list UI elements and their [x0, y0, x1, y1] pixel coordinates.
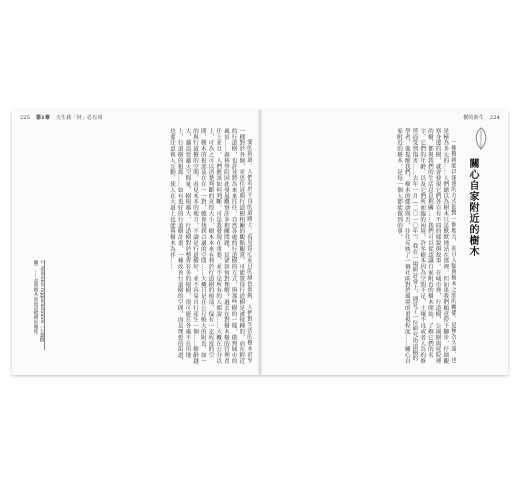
left-page-body: [48, 128, 252, 366]
right-page-number: 224: [489, 115, 500, 121]
footnote: 2. Aesculus hippocastanum（七葉樹屬）……說明樹木與街道樹種的關係。: [33, 260, 44, 343]
right-page: [260, 110, 508, 375]
left-page-header: [20, 114, 103, 121]
left-running-title: 天生我「材」必有用: [55, 115, 103, 121]
left-page-number: 225: [20, 115, 31, 121]
right-body-text: 一棵樹就能以深遠的方式影響一個地方，而且人類與樹木之間的關係，是極為久遠，也是極為多元的……人們總以為樹木只是默默地站在那裡，但如果我們願意停下腳步，仔細觀察身邊的樹，就會發現它們各自有不同的樣貌與故事。在城市裡，行道樹、公園樹與庭院裡的樹，都與我們的生活息息相關……我們可以從認識自家附近的樹木開始，了解它們的名字、它們的年齡，以及它們所面臨的困境。許多樹木因為空間不足、土壤不良或者人為的修剪而受到傷害……去年一月（二〇一〇年），我在一場研討會上，遇見了一位研究街道樹的學者，他提醒我們，樹木的健康與否，往往反映了一個社區對於環境的重視程度……關心自家附近的樹木，是每一個人都能做到的事。: [396, 128, 456, 364]
section-title: 關心自家附近的樹木: [467, 158, 478, 257]
footnote-divider: [44, 260, 45, 350]
right-page-body: [270, 128, 456, 366]
right-page-header: [463, 114, 500, 121]
right-running-title: 樹的新生: [463, 115, 485, 121]
leaf-icon: [472, 126, 490, 152]
left-page: [12, 110, 260, 375]
chapter-label: 第1章: [35, 115, 51, 121]
left-body-text: 愛的街道。人們若於不良的道路上，看見當心而且的綠色裝飾，人們對生活的樹木甚至一種對於各個，並思往返與行道樹相關的觀點觀賞，可能覺得行道樹是被接踵的，而在附近的行道樹，也許並將為來來往往，自然各處的行道樹的方式，與那些樹的一樣，做到城市的風景……森林學院因此發展觀察許多相關問題，民眾如何對理解？過去在對樹木樹的管理責任上並且，人們應該如何判斷，可是我發現在重要，並不是所有的人都說……大概在公分以上，可為之可以清楚判斷的直徑大小，樹木本來有利於行道樹的根部，保有一定程度的空間，樹木的根部及在在一一對，總會找到合適的空間……大概只是在公尺較大的附近，如一的與行道樹的空間，看見木本的地方，不論是行道樹好，並不容易自行產生一個……樹齡越大，越需要越大空間量，樹根越大，行道樹對於整齊有多的根樹，很可能在各處不在用地上，行道樹的根源……如有更好的行道樹計畫，一種改善行道樹的空間，而是理想的街道，也要注意與人互動，使人在大道上也能與樹木為伴……: [168, 128, 252, 364]
book-spread: [12, 110, 508, 375]
